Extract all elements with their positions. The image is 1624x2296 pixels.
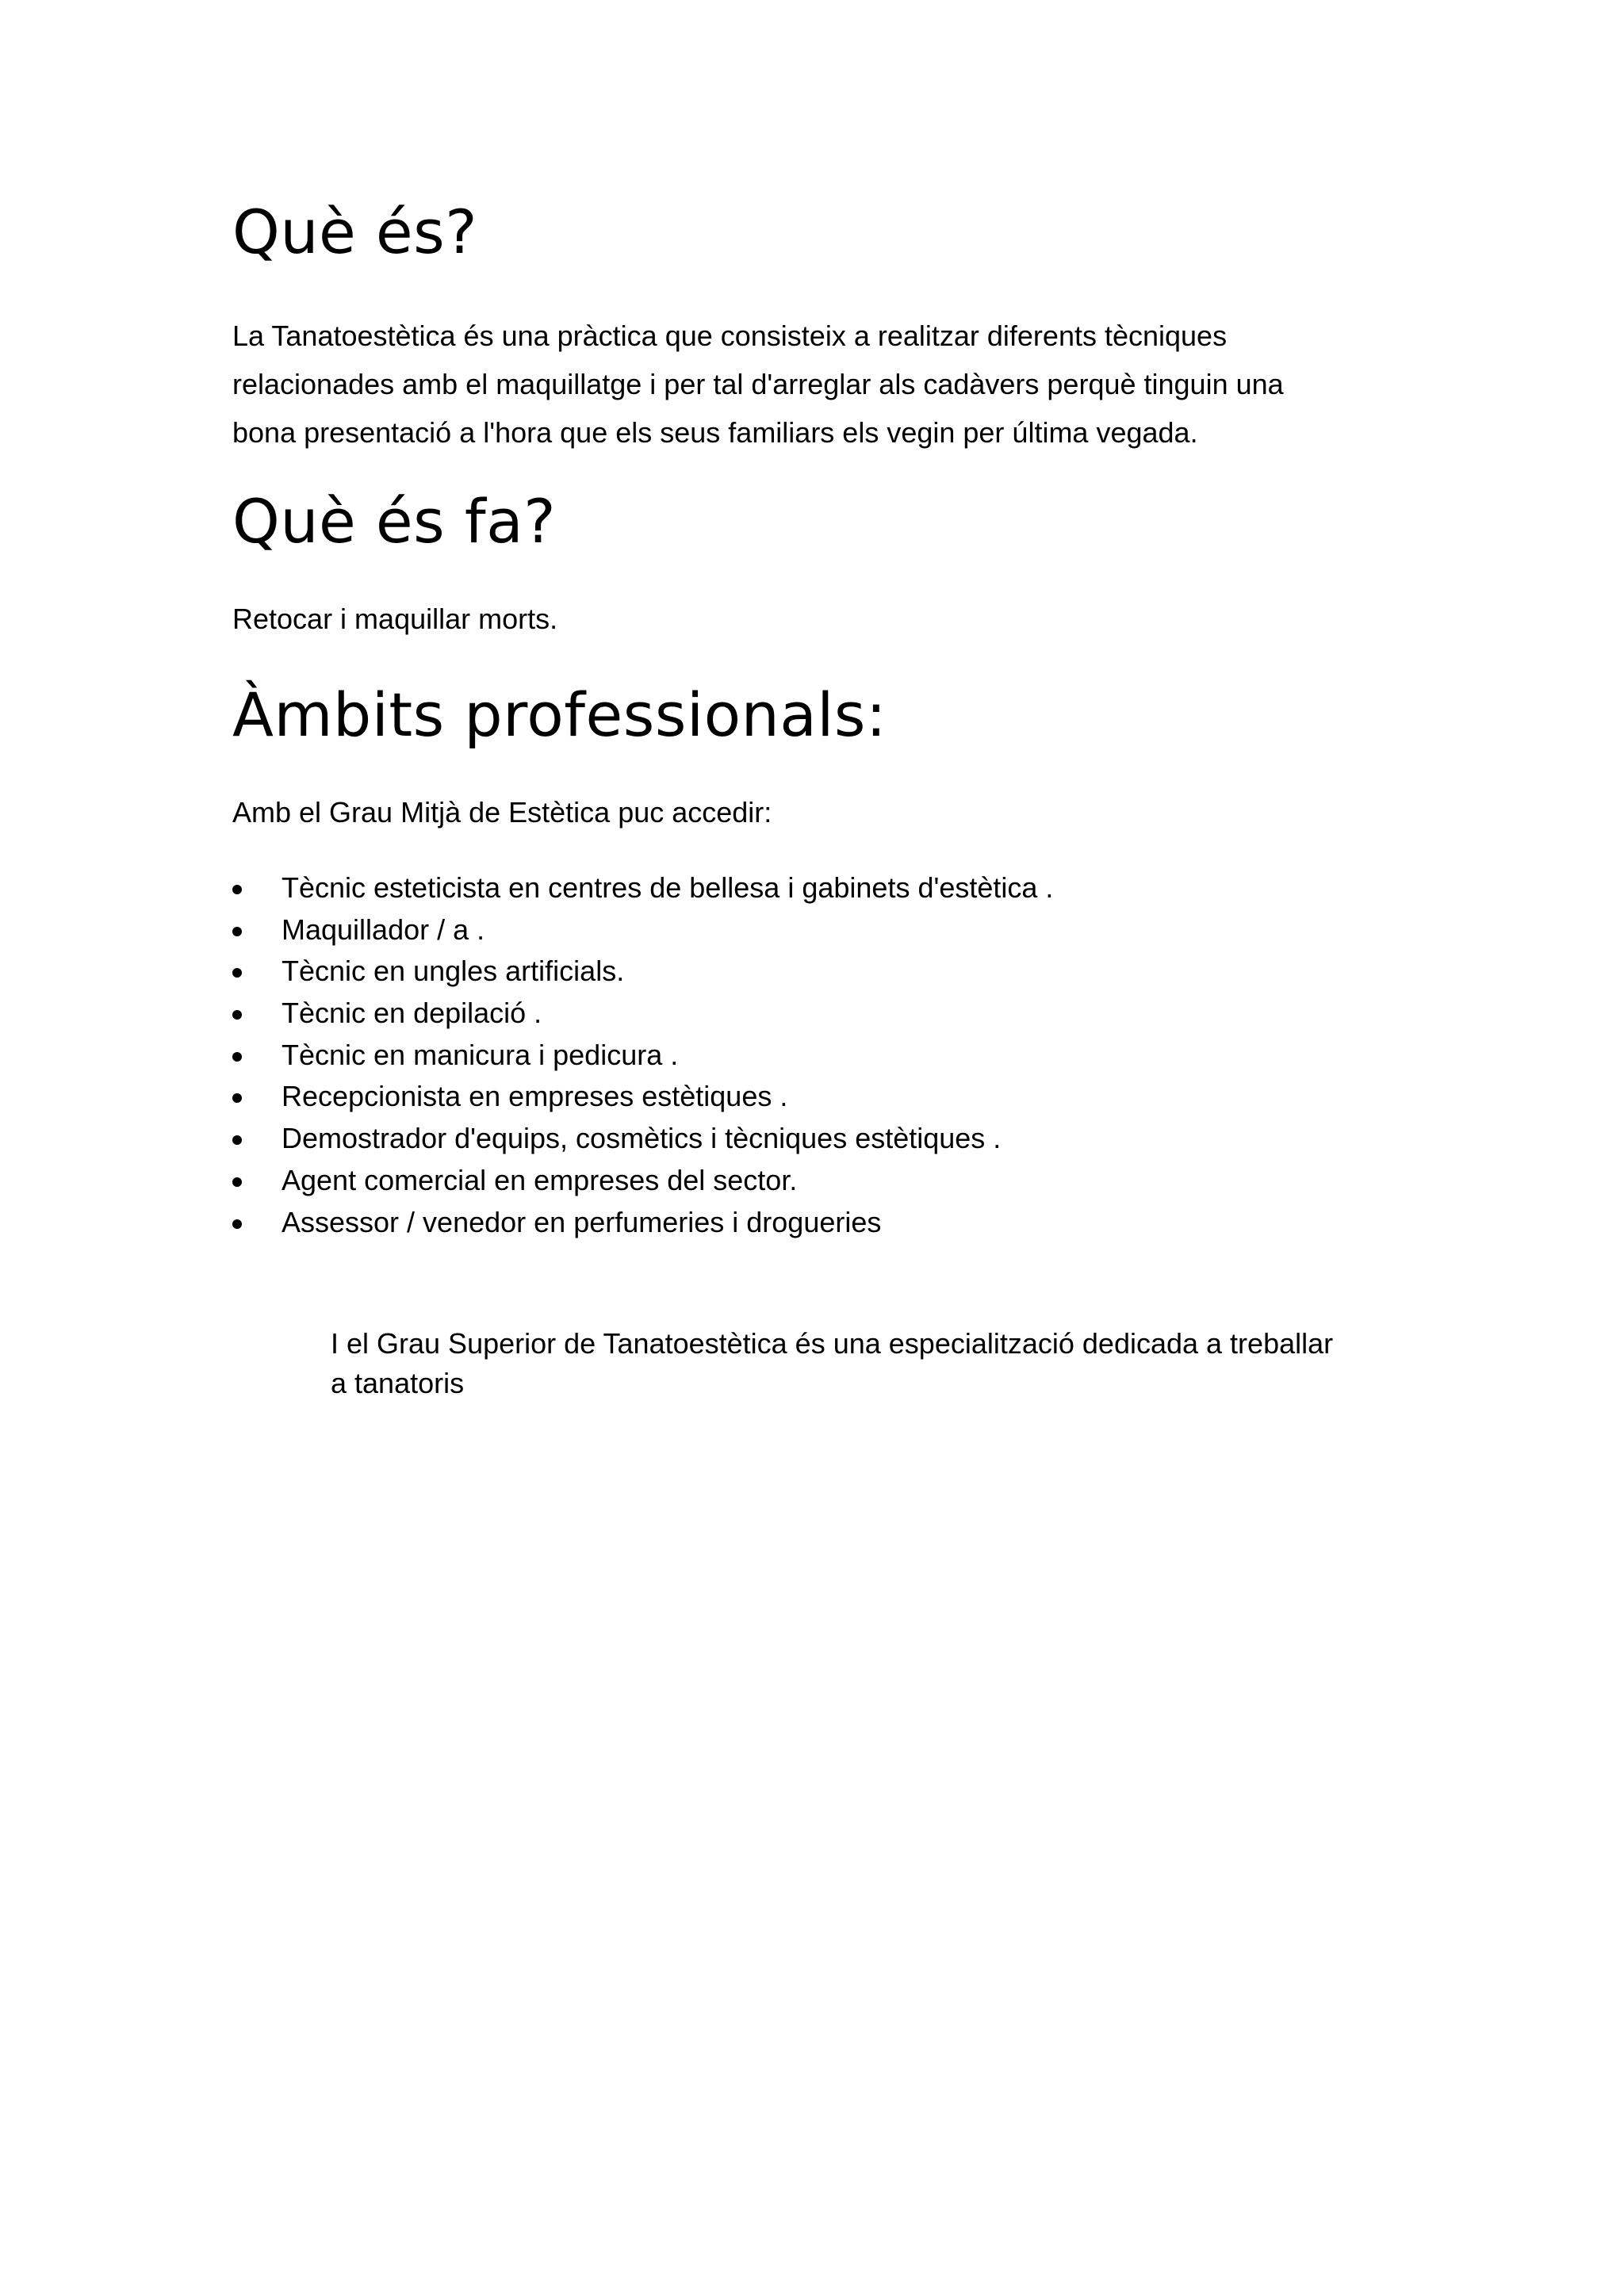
list-item-text: Tècnic en depilació . [282,997,542,1030]
list-item-text: Assessor / venedor en perfumeries i drogueries [282,1205,882,1238]
heading-que-es: Què és? [232,197,478,267]
list-item-text: Tècnic esteticista en centres de bellesa i gabinets d'estètica . [282,871,1054,904]
bullet-icon [232,1219,242,1229]
intro-paragraph [232,312,1284,457]
que-es-fa-text: Retocar i maquillar morts. [232,603,558,635]
list-item [232,909,1053,951]
bullet-icon [232,968,242,978]
intro-line: La Tanatoestètica és una pràctica que consisteix a realitzar diferents tècniques [232,320,1228,352]
list-item [232,867,1053,909]
list-item-text: Agent comercial en empreses del sector. [282,1163,798,1196]
closing-paragraph [331,1324,1333,1403]
closing-line: I el Grau Superior de Tanatoestètica és una especialització dedicada a treballar [331,1327,1334,1360]
list-item [232,951,1053,993]
list-item [232,1035,1053,1077]
list-item [232,1160,1053,1202]
intro-line: relacionades amb el maquillatge i per tal d'arreglar als cadàvers perquè tinguin una [232,368,1284,400]
list-item [232,1202,1053,1244]
list-item-text: Demostrador d'equips, cosmètics i tècniques estètiques . [282,1122,1002,1155]
list-item [232,993,1053,1035]
ambits-intro: Amb el Grau Mitjà de Estètica puc accedir: [232,796,772,828]
intro-line: bona presentació a l'hora que els seus familiars els vegin per última vegada. [232,416,1198,449]
list-item-text: Maquillador / a . [282,913,485,946]
list-item-text: Recepcionista en empreses estètiques . [282,1080,788,1113]
list-item [232,1076,1053,1118]
list-item [232,1118,1053,1160]
bullet-icon [232,927,242,936]
bullet-icon [232,1052,242,1062]
heading-que-es-fa: Què és fa? [232,486,557,557]
bullet-icon [232,1135,242,1145]
ambits-list [232,867,1053,1243]
closing-line: a tanatoris [331,1367,465,1399]
bullet-icon [232,1093,242,1103]
list-item-text: Tècnic en manicura i pedicura . [282,1038,679,1071]
bullet-icon [232,1010,242,1020]
list-item-text: Tècnic en ungles artificials. [282,955,625,988]
heading-ambits-professionals: Àmbits professionals: [232,679,887,750]
bullet-icon [232,885,242,894]
bullet-icon [232,1177,242,1187]
